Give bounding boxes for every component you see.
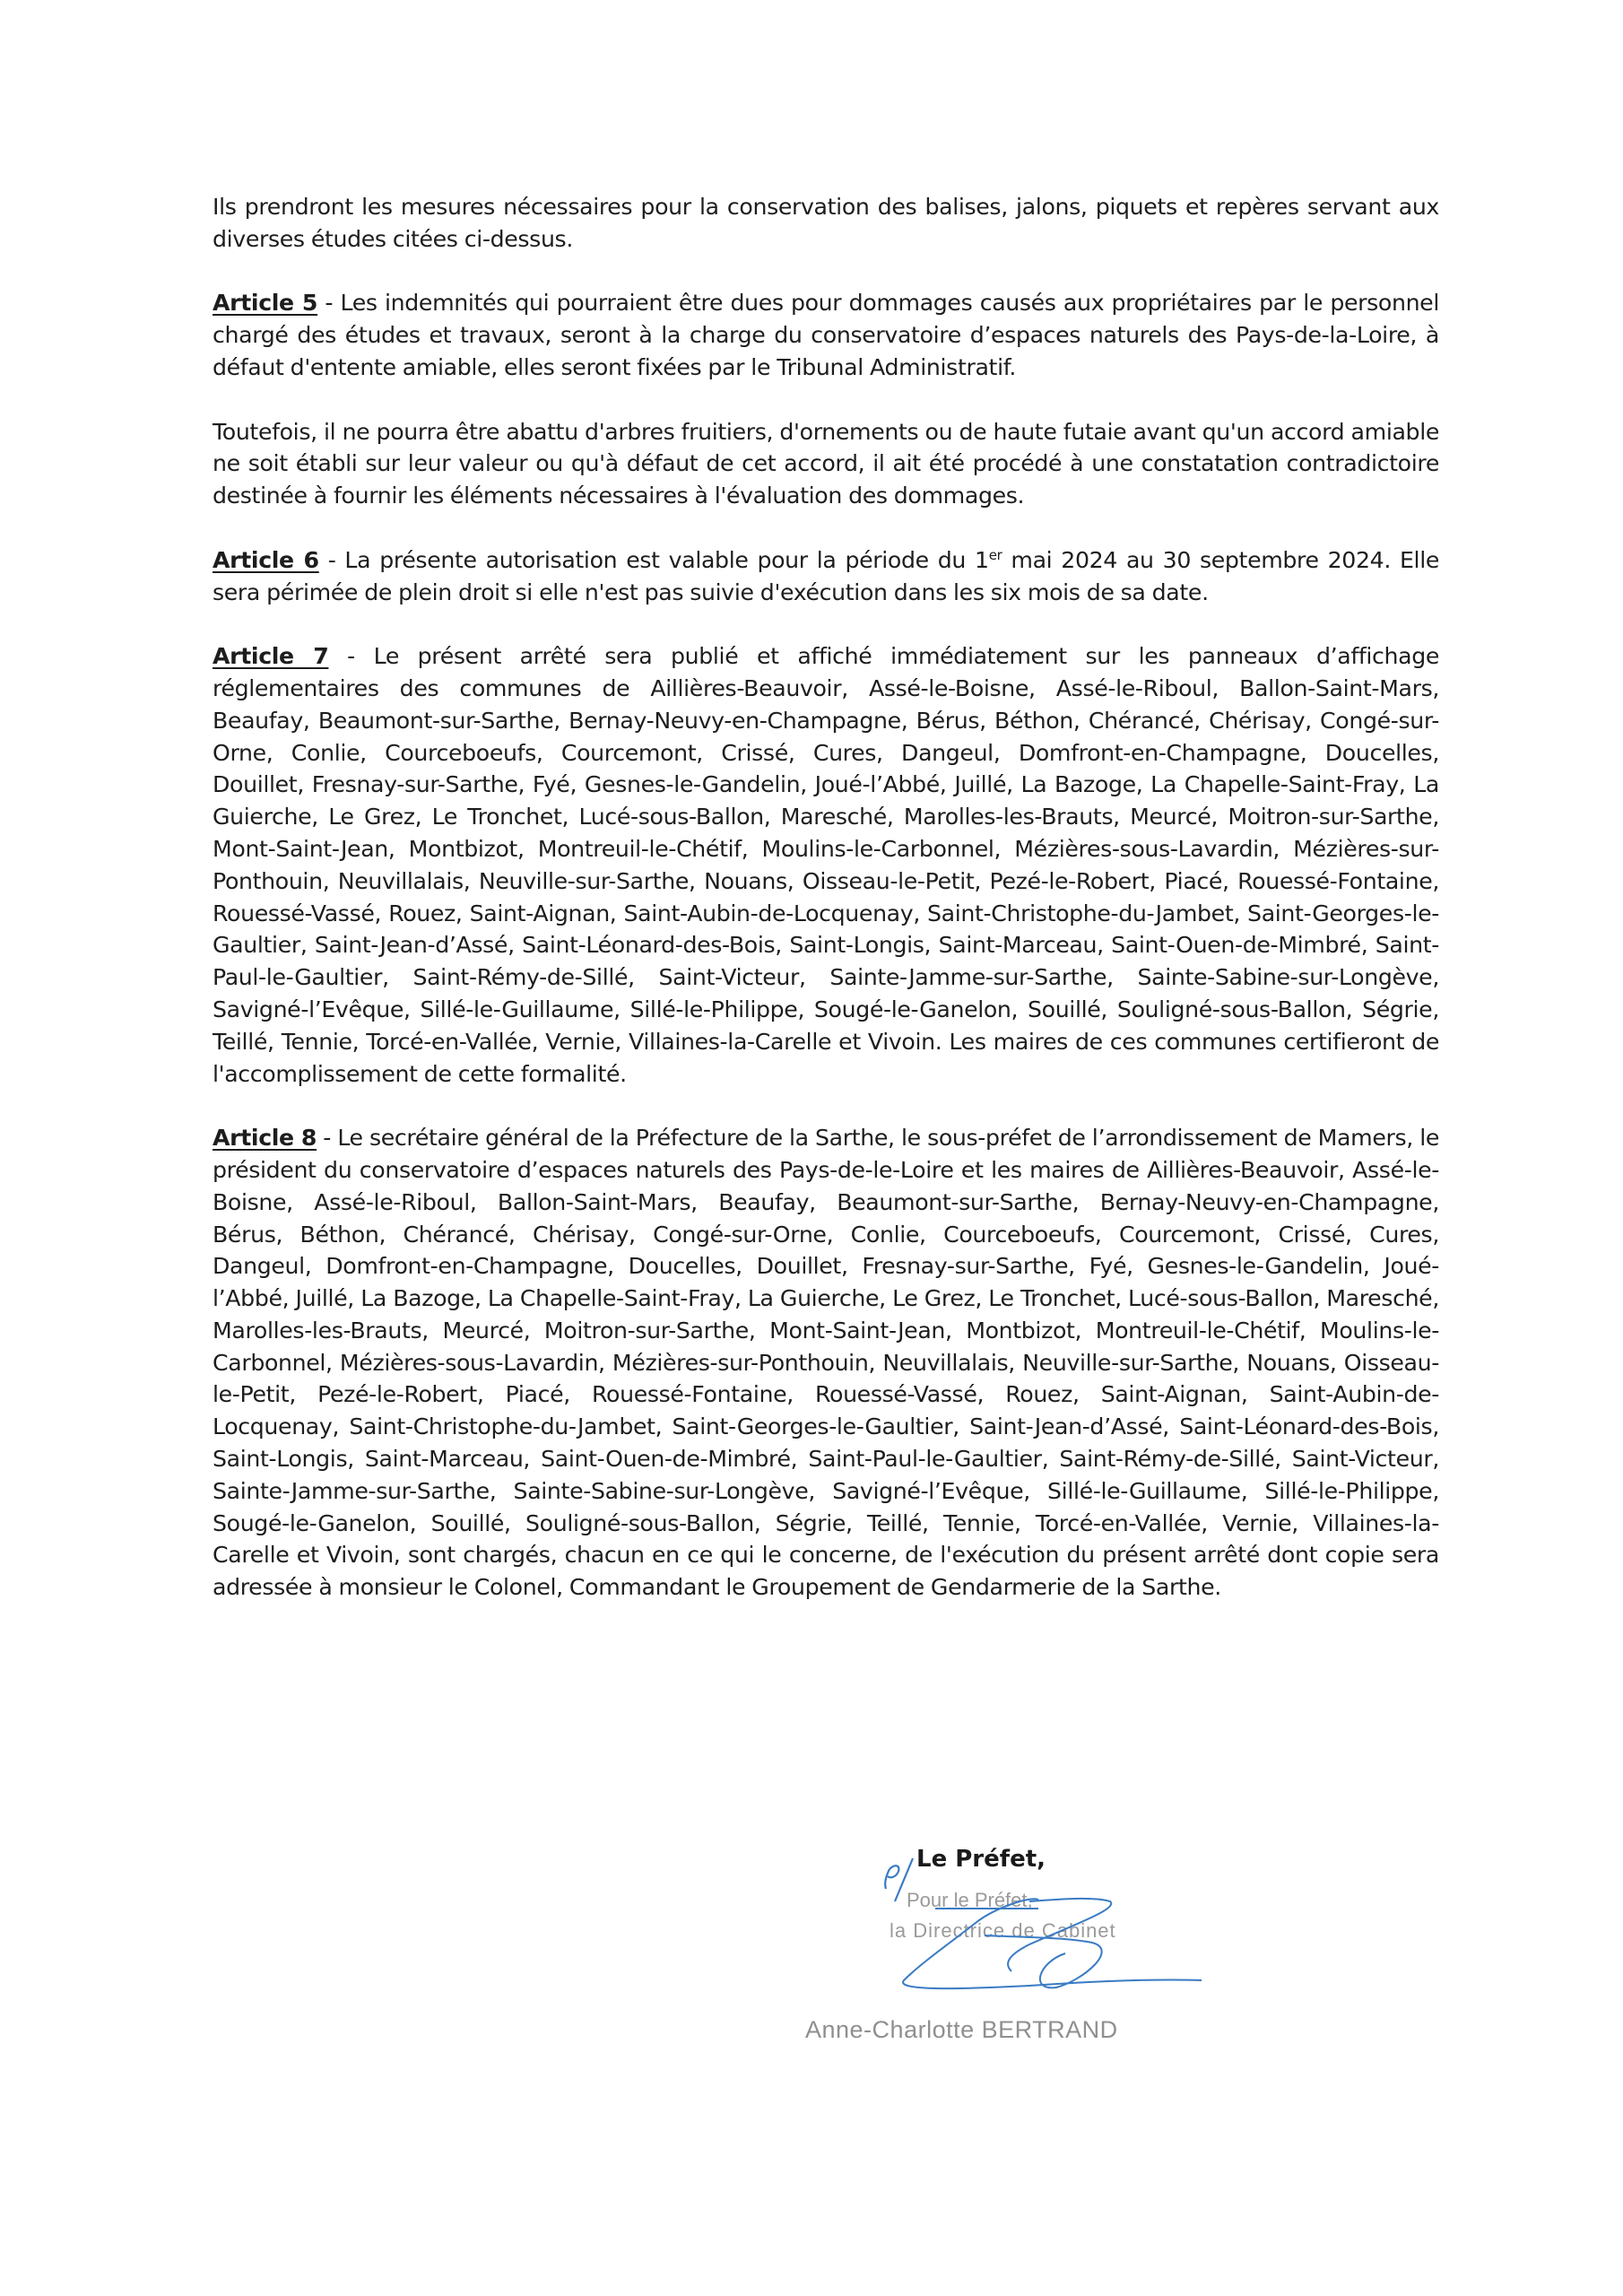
paragraph-conservation-measures [213, 191, 1439, 256]
article-heading: Article 7 [213, 643, 329, 670]
signature-block [805, 1846, 1227, 2061]
document-body [213, 191, 1439, 1636]
signature-title: Le Préfet, [916, 1846, 1046, 1873]
signature-flourish [903, 1899, 1202, 1988]
article-7 [213, 640, 1439, 1090]
handwritten-signature-icon [850, 1837, 1227, 2016]
stamp-line-pour-le-prefet: Pour le Préfet, [907, 1889, 1033, 1911]
article-heading: Article 5 [213, 290, 318, 317]
article-text-continued: mai 2024 au 30 septembre 2024. Elle sera périmée de plein droit si elle n'est pas suivie d'exécution dans les six mois de sa date. [213, 546, 1439, 605]
signatory-name: Anne-Charlotte BERTRAND [805, 2016, 1118, 2043]
article-text: - Le présent arrêté sera publié et affiché immédiatement sur les panneaux d’affichage réglementaires des communes de Aillières-Beauvoir, Assé-le-Boisne, Assé-le-Riboul, Ballon-Saint-Mars, Beaufay, Beaumont-sur-Sarthe, Bernay-Neuvy-en-Champagne, Bérus, Béthon, Chérancé, Chérisay, Congé-sur-Orne, Conlie, Courceboeufs, Courcemont, Crissé, Cures, Dangeul, Domfront-en-Champagne, Doucelles, Douillet, Fresnay-sur-Sarthe, Fyé, Gesnes-le-Gandelin, Joué-l’Abbé, Juillé, La Bazoge, La Chapelle-Saint-Fray, La Guierche, Le Grez, Le Tronchet, Lucé-sous-Ballon, Maresché, Marolles-les-Brauts, Meurcé, Moitron-sur-Sarthe, Mont-Saint-Jean, Montbizot, Montreuil-le-Chétif, Moulins-le-Carbonnel, Mézières-sous-Lavardin, Mézières-sur-Ponthouin, Neuvillalais, Neuville-sur-Sarthe, Nouans, Oisseau-le-Petit, Pezé-le-Robert, Piacé, Rouessé-Fontaine, Rouessé-Vassé, Rouez, Saint-Aignan, Saint-Aubin-de-Locquenay, Saint-Christophe-du-Jambet, Saint-Georges-le-Gaultier, Saint-Jean-d’Assé, Saint-Léonard-des-Bois, Saint-Longis, Saint-Marceau, Saint-Ouen-de-Mimbré, Saint-Paul-le-Gaultier, Saint-Rémy-de-Sillé, Saint-Victeur, Sainte-Jamme-sur-Sarthe, Sainte-Sabine-sur-Longève, Savigné-l’Evêque, Sillé-le-Guillaume, Sillé-le-Philippe, Sougé-le-Ganelon, Souillé, Souligné-sous-Ballon, Ségrie, Teillé, Tennie, Torcé-en-Vallée, Vernie, Villaines-la-Carelle et Vivoin. Les maires de ces communes certifieront de l'accomplissement de cette formalité. [213, 643, 1439, 1087]
article-text: - Les indemnités qui pourraient être dues pour dommages causés aux propriétaires par le personnel chargé des études et travaux, seront à la charge du conservatoire d’espaces naturels des Pays-de-la-Loire, à défaut d'entente amiable, elles seront fixées par le Tribunal Administratif. [213, 290, 1439, 380]
signature-slash [895, 1858, 913, 1901]
article-heading: Article 6 [213, 546, 319, 573]
article-8 [213, 1122, 1439, 1604]
article-heading: Article 8 [213, 1125, 317, 1152]
article-6 [213, 544, 1439, 609]
ordinal-superscript: er [988, 546, 1002, 563]
paragraph-text: Ils prendront les mesures nécessaires pour la conservation des balises, jalons, piquets et repères servant aux diverses études citées ci-dessus. [213, 194, 1439, 252]
signature-p-mark [885, 1866, 898, 1889]
article-text: - Le secrétaire général de la Préfecture de la Sarthe, le sous-préfet de l’arrondissement de Mamers, le président du conservatoire d’espaces naturels des Pays-de-le-Loire et les maires de Aillières-Beauvoir, Assé-le-Boisne, Assé-le-Riboul, Ballon-Saint-Mars, Beaufay, Beaumont-sur-Sarthe, Bernay-Neuvy-en-Champagne, Bérus, Béthon, Chérancé, Chérisay, Congé-sur-Orne, Conlie, Courceboeufs, Courcemont, Crissé, Cures, Dangeul, Domfront-en-Champagne, Doucelles, Douillet, Fresnay-sur-Sarthe, Fyé, Gesnes-le-Gandelin, Joué-l’Abbé, Juillé, La Bazoge, La Chapelle-Saint-Fray, La Guierche, Le Grez, Le Tronchet, Lucé-sous-Ballon, Maresché, Marolles-les-Brauts, Meurcé, Moitron-sur-Sarthe, Mont-Saint-Jean, Montbizot, Montreuil-le-Chétif, Moulins-le-Carbonnel, Mézières-sous-Lavardin, Mézières-sur-Ponthouin, Neuvillalais, Neuville-sur-Sarthe, Nouans, Oisseau-le-Petit, Pezé-le-Robert, Piacé, Rouessé-Fontaine, Rouessé-Vassé, Rouez, Saint-Aignan, Saint-Aubin-de-Locquenay, Saint-Christophe-du-Jambet, Saint-Georges-le-Gaultier, Saint-Jean-d’Assé, Saint-Léonard-des-Bois, Saint-Longis, Saint-Marceau, Saint-Ouen-de-Mimbré, Saint-Paul-le-Gaultier, Saint-Rémy-de-Sillé, Saint-Victeur, Sainte-Jamme-sur-Sarthe, Sainte-Sabine-sur-Longève, Savigné-l’Evêque, Sillé-le-Guillaume, Sillé-le-Philippe, Sougé-le-Ganelon, Souillé, Souligné-sous-Ballon, Ségrie, Teillé, Tennie, Torcé-en-Vallée, Vernie, Villaines-la-Carelle et Vivoin, sont chargés, chacun en ce qui le concerne, de l'exécution du présent arrêté dont copie sera adressée à monsieur le Colonel, Commandant le Groupement de Gendarmerie de la Sarthe. [213, 1125, 1439, 1601]
article-5 [213, 287, 1439, 383]
paragraph-text: Toutefois, il ne pourra être abattu d'arbres fruitiers, d'ornements ou de haute futaie avant qu'un accord amiable ne soit établi sur leur valeur ou qu'à défaut de cet accord, il ait été procédé à une constatation contradictoire destinée à fournir les éléments nécessaires à l'évaluation des dommages. [213, 418, 1439, 509]
stamp-line-directrice-cabinet: la Directrice de Cabinet [890, 1919, 1116, 1942]
article-text: - La présente autorisation est valable pour la période du 1 [318, 546, 989, 573]
paragraph-trees [213, 416, 1439, 512]
